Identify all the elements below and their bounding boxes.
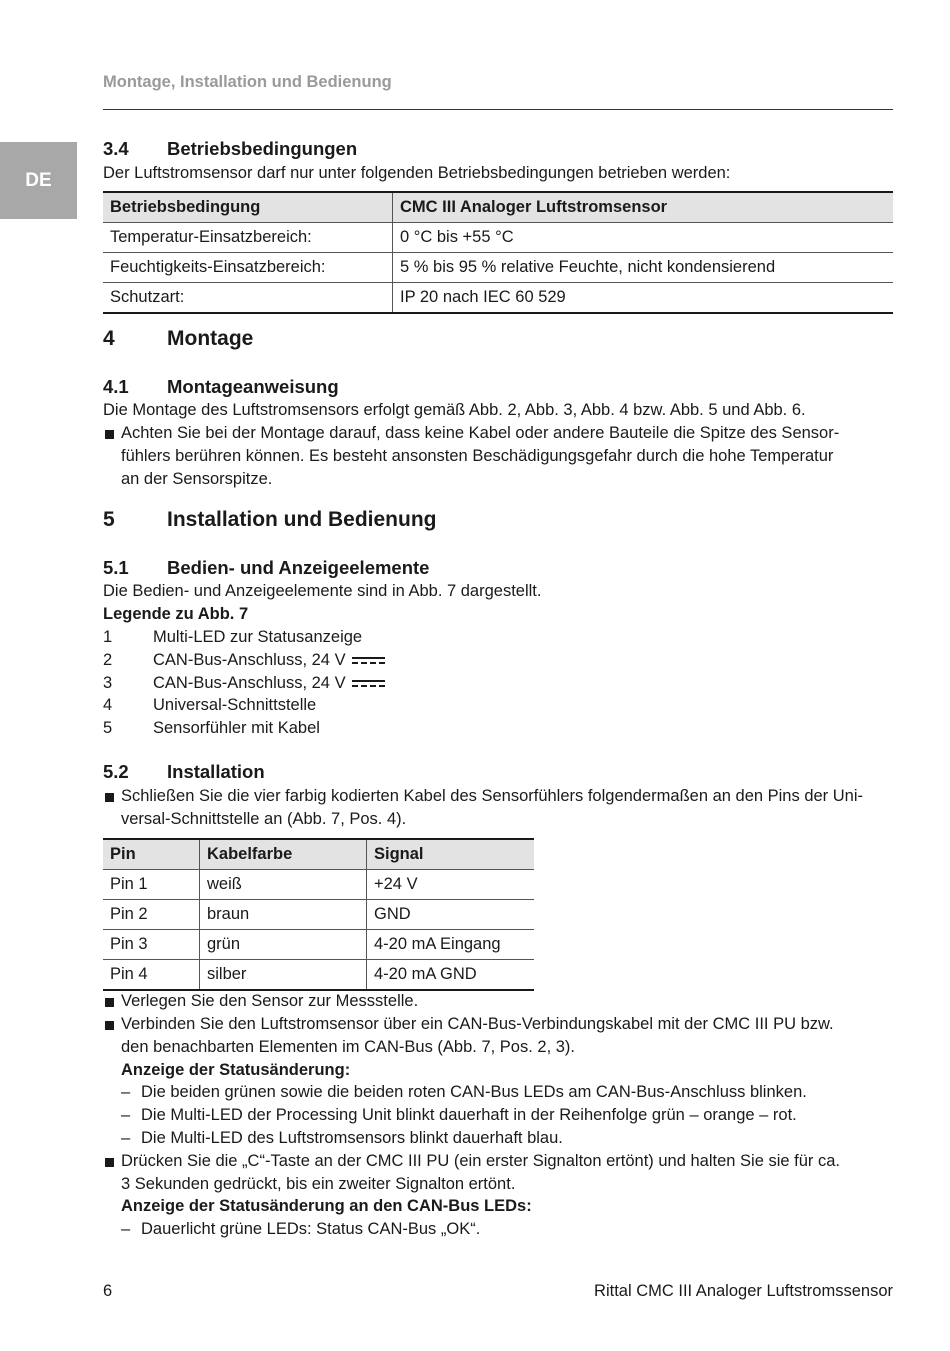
table-cell: 0 °C bis +55 °C: [393, 223, 894, 253]
legend-number: 3: [103, 674, 113, 692]
table-cell: Pin 4: [103, 960, 200, 991]
dash-marker: –: [121, 1129, 131, 1147]
legend-title: Legende zu Abb. 7: [103, 605, 249, 623]
legend-item: [153, 674, 385, 693]
dash-marker: –: [121, 1106, 131, 1124]
language-tab: DE: [0, 142, 77, 219]
section-number: 4.1: [103, 376, 129, 397]
table-row: [103, 900, 534, 930]
dash-item-text: Die beiden grünen sowie die beiden roten CAN-Bus LEDs am CAN-Bus-Anschluss blinken.: [141, 1083, 807, 1101]
legend-item: [153, 651, 385, 670]
table-header-cell: Kabelfarbe: [200, 839, 367, 870]
bullet-square-icon: [105, 430, 114, 439]
dash-marker: –: [121, 1083, 131, 1101]
dash-item-text: Die Multi-LED des Luftstromsensors blinkt dauerhaft blau.: [141, 1129, 563, 1147]
legend-number: 1: [103, 628, 113, 646]
legend-number: 5: [103, 719, 113, 737]
bullet-square-icon: [105, 793, 114, 802]
table-cell: weiß: [200, 870, 367, 900]
section-number: 5.2: [103, 761, 129, 782]
legend-number: 4: [103, 696, 113, 714]
table-cell: 5 % bis 95 % relative Feuchte, nicht kondensierend: [393, 253, 894, 283]
table-row: [103, 283, 893, 314]
table-cell: GND: [367, 900, 535, 930]
running-header: Montage, Installation und Bedienung: [103, 73, 392, 91]
bullet-square-icon: [105, 1021, 114, 1030]
status-heading: Anzeige der Statusänderung:: [121, 1061, 351, 1079]
table-header-cell: Betriebsbedingung: [103, 192, 393, 223]
chapter-number: 4: [103, 327, 115, 350]
dc-voltage-icon: [352, 679, 385, 688]
paragraph: Die Bedien- und Anzeigeelemente sind in Abb. 7 dargestellt.: [103, 582, 542, 600]
bullet-text: Schließen Sie die vier farbig kodierten Kabel des Sensorfühlers folgendermaßen an den Pins der Uni-: [121, 787, 864, 805]
table-cell: Pin 1: [103, 870, 200, 900]
bullet-text: den benachbarten Elementen im CAN-Bus (Abb. 7, Pos. 2, 3).: [121, 1038, 575, 1056]
table-row: [103, 930, 534, 960]
bullet-text: Drücken Sie die „C“-Taste an der CMC III PU (ein erster Signalton ertönt) und halten Sie sie für ca.: [121, 1152, 840, 1170]
table-cell: +24 V: [367, 870, 535, 900]
status-heading: Anzeige der Statusänderung an den CAN-Bus LEDs:: [121, 1197, 532, 1215]
table-cell: silber: [200, 960, 367, 991]
section-number: 5.1: [103, 557, 129, 578]
table-row: [103, 960, 534, 991]
bullet-text: versal-Schnittstelle an (Abb. 7, Pos. 4).: [121, 810, 407, 828]
table-cell: grün: [200, 930, 367, 960]
section-title: Betriebsbedingungen: [167, 138, 358, 159]
paragraph: Der Luftstromsensor darf nur unter folgenden Betriebsbedingungen betrieben werden:: [103, 164, 731, 182]
table-cell: 4-20 mA Eingang: [367, 930, 535, 960]
dc-voltage-icon: [352, 656, 385, 665]
bullet-text: Verbinden Sie den Luftstromsensor über ein CAN-Bus-Verbindungskabel mit der CMC III PU bzw.: [121, 1015, 834, 1033]
table-cell: Schutzart:: [103, 283, 393, 314]
legend-text: CAN-Bus-Anschluss, 24 V: [153, 674, 346, 692]
bullet-square-icon: [105, 998, 114, 1007]
legend-text: Sensorfühler mit Kabel: [153, 719, 320, 737]
footer-product-name: Rittal CMC III Analoger Luftstromssensor: [594, 1282, 893, 1300]
chapter-number: 5: [103, 508, 115, 531]
chapter-title: Montage: [167, 327, 254, 350]
bullet-square-icon: [105, 1158, 114, 1167]
table-cell: Feuchtigkeits-Einsatzbereich:: [103, 253, 393, 283]
table-row: [103, 223, 893, 253]
table-row: [103, 253, 893, 283]
page-number: 6: [103, 1282, 113, 1300]
table-header-cell: Signal: [367, 839, 535, 870]
table-header-row: [103, 192, 893, 223]
section-title: Installation: [167, 761, 265, 782]
table-cell: braun: [200, 900, 367, 930]
operating-conditions-table: [103, 191, 893, 314]
paragraph: Die Montage des Luftstromsensors erfolgt gemäß Abb. 2, Abb. 3, Abb. 4 bzw. Abb. 5 und Abb. 6.: [103, 401, 806, 419]
table-cell: 4-20 mA GND: [367, 960, 535, 991]
section-number: 3.4: [103, 138, 129, 159]
table-cell: IP 20 nach IEC 60 529: [393, 283, 894, 314]
table-cell: Temperatur-Einsatzbereich:: [103, 223, 393, 253]
section-title: Bedien- und Anzeigeelemente: [167, 557, 430, 578]
table-header-cell: Pin: [103, 839, 200, 870]
bullet-text: Verlegen Sie den Sensor zur Messstelle.: [121, 992, 419, 1010]
legend-text: CAN-Bus-Anschluss, 24 V: [153, 651, 346, 669]
bullet-text: fühlers berühren können. Es besteht ansonsten Beschädigungsgefahr durch die hohe Temperatur: [121, 447, 834, 465]
table-header-row: [103, 839, 534, 870]
legend-number: 2: [103, 651, 113, 669]
bullet-text: an der Sensorspitze.: [121, 470, 273, 488]
section-title: Montageanweisung: [167, 376, 339, 397]
dash-marker: –: [121, 1220, 131, 1238]
table-cell: Pin 2: [103, 900, 200, 930]
legend-text: Universal-Schnittstelle: [153, 696, 317, 714]
table-cell: Pin 3: [103, 930, 200, 960]
dash-item-text: Die Multi-LED der Processing Unit blinkt dauerhaft in der Reihenfolge grün – orange – rot.: [141, 1106, 797, 1124]
legend-text: Multi-LED zur Statusanzeige: [153, 628, 363, 646]
pin-assignment-table: [103, 838, 534, 991]
bullet-text: Achten Sie bei der Montage darauf, dass keine Kabel oder andere Bauteile die Spitze des Sensor-: [121, 424, 840, 442]
table-row: [103, 870, 534, 900]
dash-item-text: Dauerlicht grüne LEDs: Status CAN-Bus „OK“.: [141, 1220, 481, 1238]
table-header-cell: CMC III Analoger Luftstromsensor: [393, 192, 894, 223]
bullet-text: 3 Sekunden gedrückt, bis ein zweiter Signalton ertönt.: [121, 1175, 516, 1193]
header-divider: [103, 109, 893, 110]
chapter-title: Installation und Bedienung: [167, 508, 437, 531]
